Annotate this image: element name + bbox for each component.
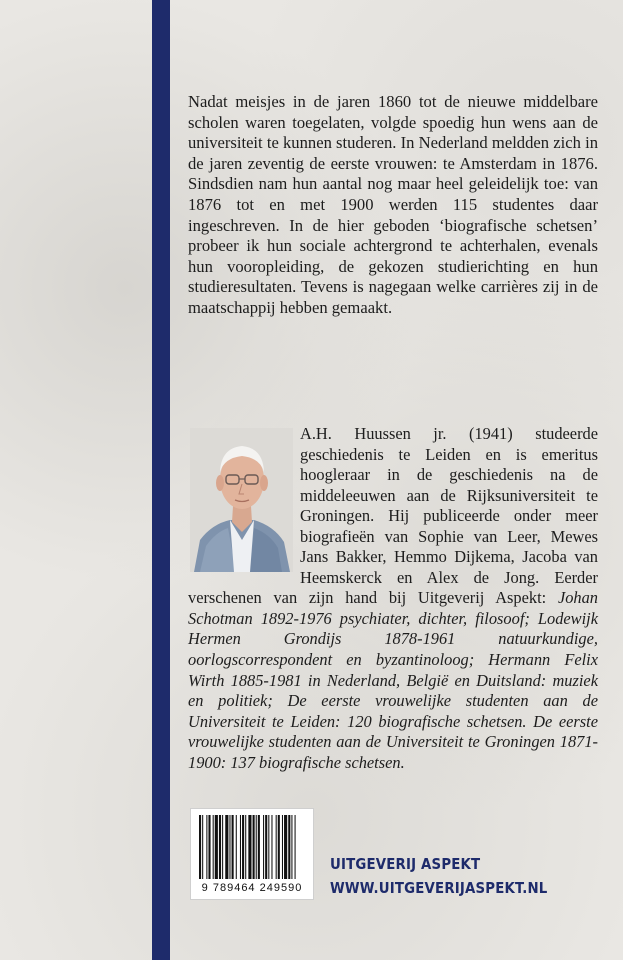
publisher-info (330, 852, 547, 900)
barcode-bar (278, 815, 280, 879)
barcode-bar (215, 815, 218, 879)
barcode-bar (219, 815, 221, 879)
author-bio (188, 424, 598, 773)
publisher-name: UITGEVERIJ ASPEKT (330, 855, 481, 873)
barcode-bar (229, 815, 230, 879)
author-bio-intro: A.H. Huussen jr. (1941) studeerde geschiedenis te Leiden en is emeritus hoogleraar in de geschiedenis na de middeleeuwen aan de Rijksuniversiteit te Groningen. Hij publiceerde onder meer biografieën van Sophie van Leer, Mewes Jans Bakker, Hemmo Dijkema, Jacoba van Heemskerck en Alex de Jong. Eerder verschenen van zijn hand bij Uitgeverij Aspekt: (188, 424, 598, 608)
barcode-bar (256, 815, 257, 879)
barcode-bar (213, 815, 214, 879)
barcode-bar (276, 815, 277, 879)
barcode-bars (191, 809, 313, 883)
barcode-bar (271, 815, 272, 879)
barcode-bar (263, 815, 264, 879)
barcode-bar (232, 815, 234, 879)
barcode-bar (288, 815, 290, 879)
barcode-bar (242, 815, 244, 879)
author-bio-works: Johan Schotman 1892-1976 psychiater, dichter, filosoof; Lodewijk Hermen Grondijs 1878-1961 natuurkundige, oorlogscorrespondent en byzantinoloog; Hermann Felix Wirth 1885-1981 in Nederland, België en Duitsland: muziek en politiek; De eerste vrouwelijke studenten aan de Universiteit te Leiden: 120 biografische schetsen. De eerste vrouwelijke studenten aan de Universiteit te Groningen 1871-1900: 137 biografische schetsen. (188, 588, 598, 772)
author-bio-paragraph (188, 424, 598, 773)
barcode-bar (284, 815, 287, 879)
barcode-bar (222, 815, 223, 879)
barcode-bar (295, 815, 296, 879)
barcode-bar (253, 815, 255, 879)
barcode-bar (245, 815, 246, 879)
barcode-bar (248, 815, 251, 879)
barcode-bar (258, 815, 260, 879)
barcode-bar (291, 815, 292, 879)
barcode-bar (265, 815, 267, 879)
barcode-bar (240, 815, 241, 879)
barcode-bar (282, 815, 283, 879)
publisher-website[interactable]: WWW.UITGEVERIJASPEKT.NL (330, 879, 548, 897)
barcode-bar (208, 815, 210, 879)
barcode-bar (199, 815, 201, 879)
back-cover-blurb (188, 92, 598, 319)
spine-accent-bar (152, 0, 170, 960)
barcode-bar (268, 815, 269, 879)
barcode-bar (236, 815, 237, 879)
barcode-bar (202, 815, 203, 879)
barcode-bar (225, 815, 228, 879)
barcode (190, 808, 314, 900)
blurb-paragraph: Nadat meisjes in de jaren 1860 tot de nieuwe middelbare scholen waren toegelaten, volgde spoedig hun wens aan de universiteit te kunnen studeren. In Nederland meldden zich in de jaren zeventig de eerste vrouwen: te Amsterdam in 1876. Sindsdien nam hun aantal nog maar heel geleidelijk toe: van 1876 tot en met 1900 werden 115 studentes daar ingeschreven. In de hier geboden ‘biografische schetsen’ probeer ik hun sociale achtergrond te achterhalen, evenals hun vooropleiding, de gekozen studierichting en hun studieresultaten. Tevens is nagegaan welke carrières zij in de maatschappij hebben gemaakt. (188, 92, 598, 317)
barcode-bar (206, 815, 207, 879)
isbn-number: 9 789464 249590 (201, 882, 303, 894)
